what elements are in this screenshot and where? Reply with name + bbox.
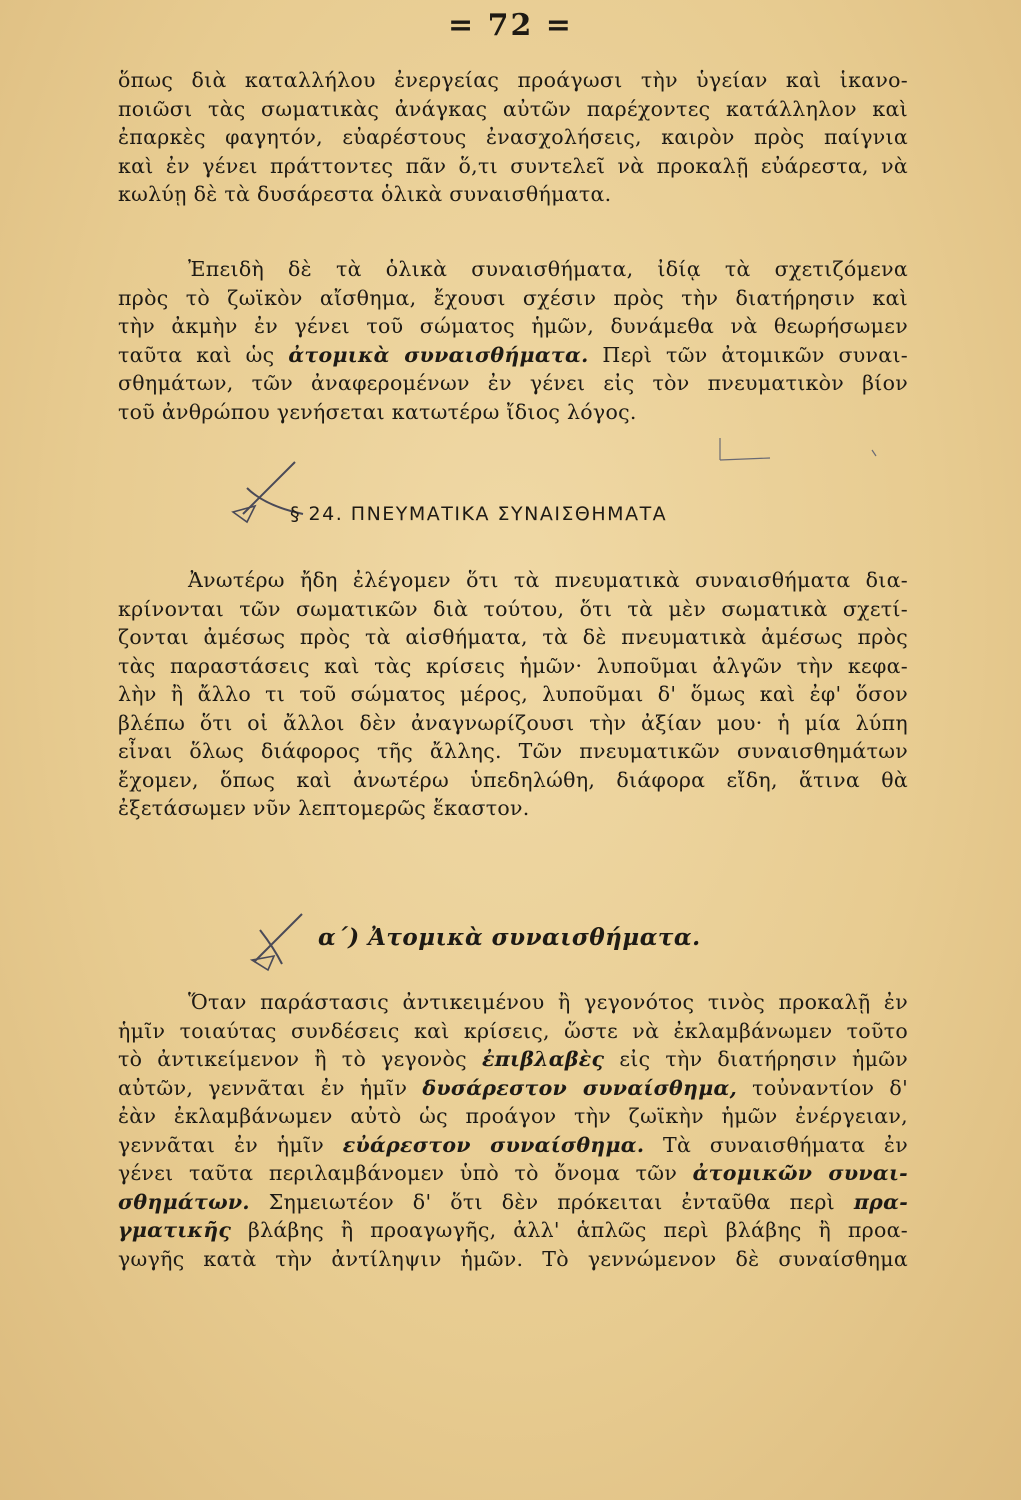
pencil-cross-mark-2 [240,900,320,980]
emphasis-term: πρα- [853,1189,908,1214]
text-line: ἐξετάσωμεν νῦν λεπτομερῶς ἕκαστον. [118,796,530,820]
text-line [118,1159,908,1188]
paragraph-1 [118,66,908,209]
text-line: τὴν ἀκμὴν ἐν γένει τοῦ σώματος ἡμῶν, δυνάμεθα νὰ θεωρήσωμεν [118,314,908,338]
text-span: αὐτῶν, γεννᾶται ἐν ἡμῖν [118,1075,423,1100]
text-line: σθημάτων, τῶν ἀναφερομένων ἐν γένει εἰς τὸν πνευματικὸν βίον [118,371,908,395]
text-line: ἔχομεν, ὅπως καὶ ἀνωτέρω ὑπεδηλώθη, διάφορα εἴδη, ἅτινα θὰ [118,767,908,792]
text-line: Ἀνωτέρω ἤδη ἐλέγομεν ὅτι τὰ πνευματικὰ συναισθήματα δια- [188,568,908,592]
text-span: τὸ ἀντικείμενον ἢ τὸ γεγονὸς [118,1047,482,1071]
text-line: πρὸς τὸ ζωϊκὸν αἴσθημα, ἔχουσι σχέσιν πρὸς τὴν διατήρησιν καὶ [118,285,908,310]
text-line: ὅπως διὰ καταλλήλου ἐνεργείας προάγωσι τὴν ὑγείαν καὶ ἱκανο- [118,68,908,92]
text-line [118,1216,908,1245]
subsection-heading: α΄) Ἀτομικὰ συναισθήματα. [318,924,701,951]
text-line [118,1131,908,1160]
text-line: εἶναι ὅλως διάφορος τῆς ἄλλης. Τῶν πνευματικῶν συναισθημάτων [118,739,908,763]
text-span: γένει ταῦτα περιλαμβάνομεν ὑπὸ τὸ ὄνομα τῶν [118,1161,693,1185]
text-span: τοὐναντίον δ' [737,1075,909,1100]
text-line: τοῦ ἀνθρώπου γενήσεται κατωτέρω ἴδιος λόγος. [118,399,637,424]
text-span: Περὶ τῶν ἀτομικῶν συναι- [588,342,909,367]
text-line: βλέπω ὅτι οἱ ἄλλοι δὲν ἀναγνωρίζουσι τὴν ἀξίαν μου· ἡ μία λύπη [118,710,908,735]
text-span: βλάβης ἢ προαγωγῆς, ἀλλ' ἁπλῶς περὶ βλάβης ἢ προα- [231,1218,908,1242]
text-line: ποιῶσι τὰς σωματικὰς ἀνάγκας αὐτῶν παρέχοντες κατάλληλον καὶ [118,96,908,121]
text-span: ταῦτα καὶ ὡς [118,342,289,367]
text-line [118,341,908,370]
emphasis-term: γματικῆς [118,1218,232,1242]
text-line: ἐὰν ἐκλαμβάνωμεν αὐτὸ ὡς προάγον τὴν ζωϊκὴν ἡμῶν ἐνέργειαν, [118,1104,908,1128]
paragraph-2 [118,255,908,426]
section-heading: § 24. ΠΝΕΥΜΑΤΙΚΑ ΣΥΝΑΙΣΘΗΜΑΤΑ [290,503,668,525]
text-span: Τὰ συναισθήματα ἐν [644,1132,908,1157]
emphasis-term: ἀτομικῶν συναι- [692,1161,908,1185]
pencil-margin-stroke [700,430,880,470]
text-line: κωλύῃ δὲ τὰ δυσάρεστα ὁλικὰ συναισθήματα. [118,182,612,206]
text-line: Ὅταν παράστασις ἀντικειμένου ἢ γεγονότος τινὸς προκαλῇ ἐν [188,990,908,1014]
text-line: ἐπαρκὲς φαγητόν, εὐαρέστους ἐνασχολήσεις, καιρὸν πρὸς παίγνια [118,125,908,149]
text-line [118,1188,908,1217]
text-line: Ἐπειδὴ δὲ τὰ ὁλικὰ συναισθήματα, ἰδίᾳ τὰ σχετιζόμενα [188,257,908,281]
emphasis-term: σθημάτων. [118,1189,250,1214]
paragraph-4 [118,988,908,1273]
text-span: εἰς τὴν διατήρησιν ἡμῶν [604,1047,909,1071]
emphasis-term: εὐάρεστον συναίσθημα. [342,1132,645,1157]
text-line: τὰς παραστάσεις καὶ τὰς κρίσεις ἡμῶν· λυποῦμαι ἀλγῶν τὴν κεφα- [118,653,908,678]
emphasis-term: ἀτομικὰ συναισθήματα. [288,342,589,367]
emphasis-term: δυσάρεστον συναίσθημα, [422,1075,738,1100]
text-line: καὶ ἐν γένει πράττοντες πᾶν ὅ,τι συντελεῖ νὰ προκαλῇ εὐάρεστα, νὰ [118,153,908,178]
text-line: γωγῆς κατὰ τὴν ἀντίληψιν ἡμῶν. Τὸ γεννώμενον δὲ συναίσθημα [118,1246,908,1271]
text-line: ζονται ἀμέσως πρὸς τὰ αἰσθήματα, τὰ δὲ πνευματικὰ ἀμέσως πρὸς [118,625,908,649]
paragraph-3 [118,566,908,823]
text-span: Σημειωτέον δ' ὅτι δὲν πρόκειται ἐνταῦθα περὶ [249,1189,854,1214]
text-span: γεννᾶται ἐν ἡμῖν [118,1132,343,1157]
text-line [118,1074,908,1103]
emphasis-term: ἐπιβλαβὲς [481,1047,605,1071]
page-number: = 72 = [448,8,573,43]
text-line: ἡμῖν τοιαύτας συνδέσεις καὶ κρίσεις, ὥστε νὰ ἐκλαμβάνωμεν τοῦτο [118,1018,908,1043]
text-line [118,1045,908,1074]
text-line: κρίνονται τῶν σωματικῶν διὰ τούτου, ὅτι τὰ μὲν σωματικὰ σχετί- [118,596,908,621]
text-line: λὴν ἢ ἄλλο τι τοῦ σώματος μέρος, λυποῦμαι δ' ὅμως καὶ ἐφ' ὅσον [118,682,908,706]
